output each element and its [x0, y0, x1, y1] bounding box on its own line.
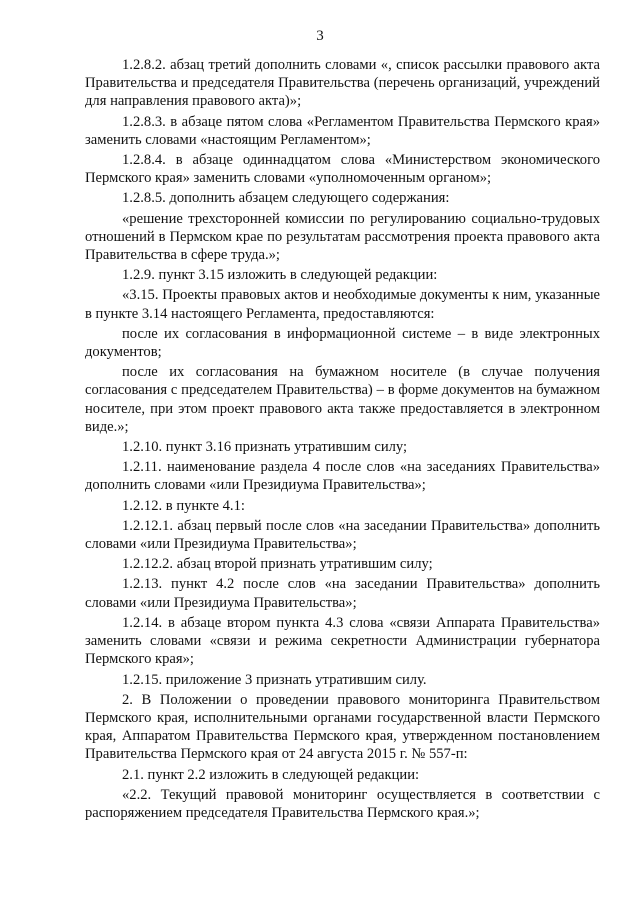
- paragraph-2: 2. В Положении о проведении правового мониторинга Правительством Пермского края, исполнительными органами государственной власти Пермского края, Аппаратом Правительства Пермского края, утвержденном постановлением Правительства Пермского края от 24 августа 2015 г. № 557-п:: [85, 691, 600, 763]
- paragraph-1-2-11: 1.2.11. наименование раздела 4 после слов «на заседаниях Правительства» дополнить словами «или Президиума Правительства»;: [85, 459, 600, 494]
- paragraph-1-2-12-2: 1.2.12.2. абзац второй признать утратившим силу;: [122, 556, 433, 573]
- paragraph-1-2-15: 1.2.15. приложение 3 признать утратившим силу.: [122, 671, 427, 688]
- paragraph-quote-decision: «решение трехсторонней комиссии по регулированию социально-трудовых отношений в Пермском крае по результатам рассмотрения проекта правового акта Правительства в сфере труда.»;: [85, 210, 600, 264]
- paragraph-1-2-12-1: 1.2.12.1. абзац первый после слов «на заседании Правительства» дополнить словами «или Президиума Правительства»;: [85, 517, 600, 553]
- paragraph-1-2-9: 1.2.9. пункт 3.15 изложить в следующей редакции:: [122, 267, 438, 284]
- paragraph-1-2-8-2: 1.2.8.2. абзац третий дополнить словами «, список рассылки правового акта Правительства и председателя Правительства (перечень организаций, учреждений для направления правового акта)»;: [85, 57, 600, 110]
- paragraph-quote-3-15: «3.15. Проекты правовых актов и необходимые документы к ним, указанные в пункте 3.14 настоящего Регламента, предоставляются:: [85, 287, 600, 322]
- paragraph-1-2-14: 1.2.14. в абзаце втором пункта 4.3 слова «связи Аппарата Правительства» заменить словами «связи и режима секретности Администрации губернатора Пермского края»;: [85, 614, 600, 668]
- paragraph-1-2-8-5: 1.2.8.5. дополнить абзацем следующего содержания:: [122, 190, 450, 207]
- paragraph-1-2-12: 1.2.12. в пункте 4.1:: [122, 497, 245, 514]
- paragraph-quote-2-2: «2.2. Текущий правовой мониторинг осуществляется в соответствии с распоряжением председателя Правительства Пермского края.»;: [85, 786, 600, 821]
- paragraph-1-2-10: 1.2.10. пункт 3.16 признать утратившим силу;: [122, 439, 408, 456]
- document-body: [85, 56, 600, 824]
- page-number: 3: [316, 28, 324, 44]
- paragraph-paper-docs: после их согласования на бумажном носителе (в случае получения согласования с председателем Правительства) – в форме документов на бумажном носителе, при этом проект правового акта также предоставляется в электронном виде.»;: [85, 364, 600, 435]
- paragraph-1-2-8-3: 1.2.8.3. в абзаце пятом слова «Регламентом Правительства Пермского края» заменить словами «настоящим Регламентом»;: [85, 113, 600, 148]
- paragraph-2-1: 2.1. пункт 2.2 изложить в следующей редакции:: [122, 766, 420, 783]
- paragraph-electronic-docs: после их согласования в информационной системе – в виде электронных документов;: [85, 325, 600, 361]
- paragraph-1-2-8-4: 1.2.8.4. в абзаце одиннадцатом слова «Министерством экономического Пермского края» заменить словами «уполномоченным органом»;: [85, 152, 600, 187]
- paragraph-1-2-13: 1.2.13. пункт 4.2 после слов «на заседании Правительства» дополнить словами «или Президиума Правительства»;: [85, 576, 600, 611]
